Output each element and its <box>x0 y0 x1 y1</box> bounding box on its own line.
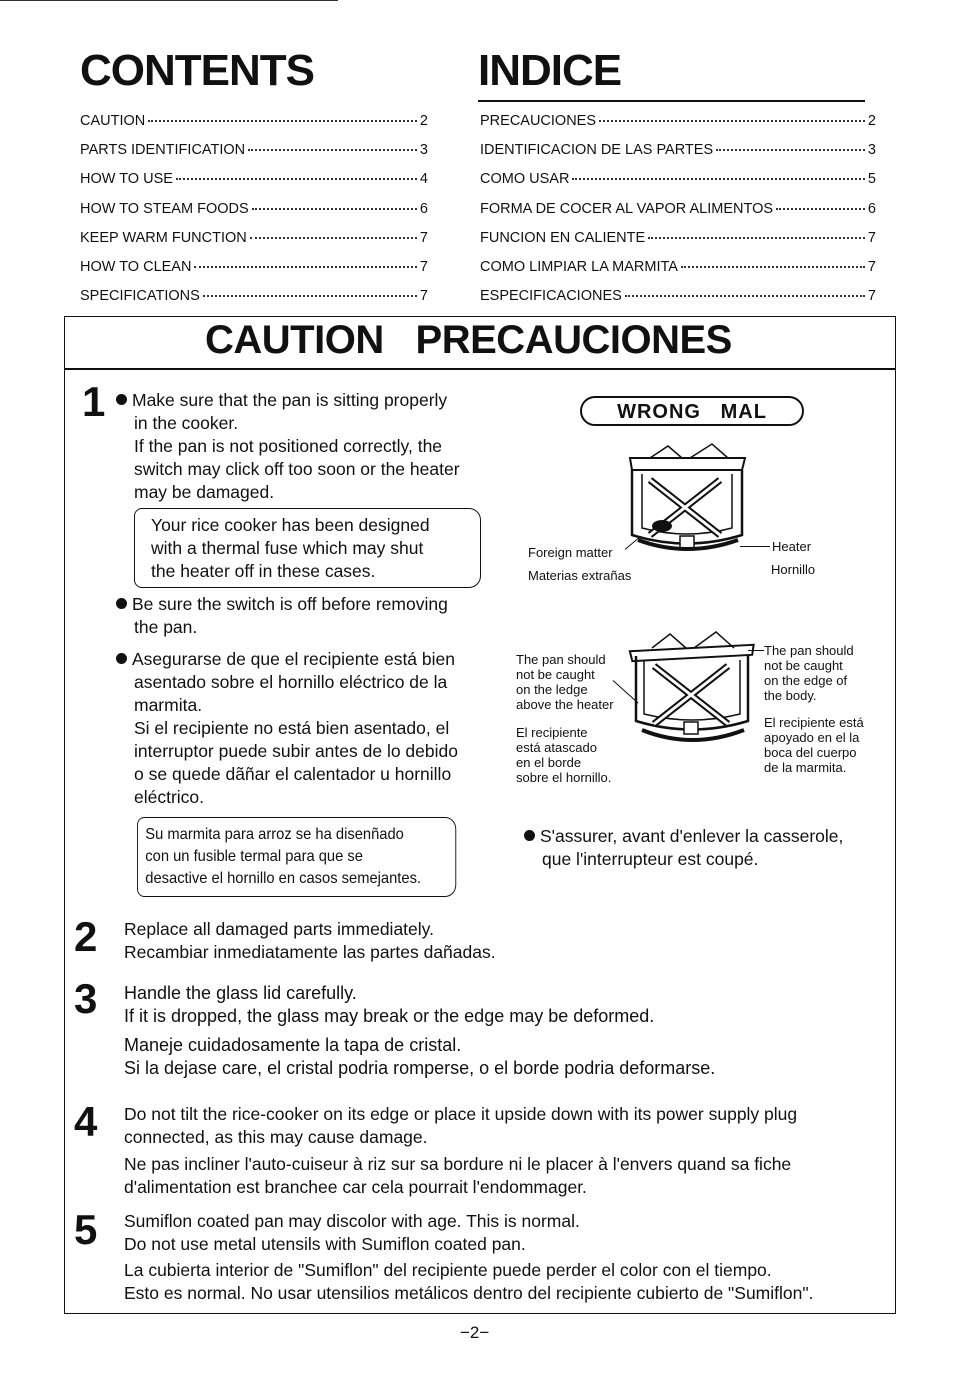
caution-title-rule <box>64 368 896 370</box>
toc-row[interactable]: FORMA DE COCER AL VAPOR ALIMENTOS 6 <box>480 200 876 217</box>
caution-title: CAUTION PRECAUCIONES <box>205 318 732 362</box>
toc-row[interactable]: ESPECIFICACIONES 7 <box>480 288 876 305</box>
bullet-icon <box>116 598 127 609</box>
item-text: Do not tilt the rice-cooker on its edge or place it upside down with its power supply plug connected, as this may cause damage. Ne pas incliner l'auto-cuiseur à riz sur sa bordure ni le placer à l'envers quand sa fiche d'alimentation est branchee car cela pourrait l'endommager. <box>124 1104 798 1197</box>
toc-row[interactable]: CAUTION 2 <box>80 113 428 129</box>
toc-row[interactable]: COMO LIMPIAR LA MARMITA 7 <box>480 258 876 275</box>
item-number: 3 <box>74 975 98 1022</box>
item-number: 5 <box>74 1206 98 1253</box>
foreign-matter-label: Foreign matter <box>528 545 613 560</box>
contents-heading: CONTENTS <box>80 46 314 95</box>
toc-row[interactable]: KEEP WARM FUNCTION 7 <box>80 229 428 246</box>
item-number: 2 <box>74 913 98 960</box>
bullet-text: Be sure the switch is off before removing the pan. <box>116 593 506 639</box>
cooker-foreign-matter-illustration <box>620 440 755 560</box>
right-caption-es: El recipiente está apoyado en el la boca del cuerpo de la marmita. <box>764 715 864 775</box>
item-text: Sumiflon coated pan may discolor with age. This is normal. Do not use metal utensils with Sumiflon coated pan. La cubierta interior de "Sumiflon" del recipiente puede perder el color con el tiempo. Esto es normal. No usar utensilios metálicos dentro del recipiente cubierto de "Sumiflon". <box>124 1211 814 1303</box>
right-leader <box>748 650 764 651</box>
wrong-label: WRONG MAL <box>580 396 804 426</box>
bullet-text: Asegurarse de que el recipiente está bien asentado sobre el hornillo eléctrico de la marmita. Si el recipiente no está bien asentado, el interruptor puede subir antes de lo debido o se quede dãñar el calentador u hornillo eléctrico. <box>116 648 506 809</box>
bullet-icon <box>116 653 127 664</box>
right-caption-en: The pan should not be caught on the edge of the body. <box>764 643 854 703</box>
item-text: Handle the glass lid carefully. If it is dropped, the glass may break or the edge may be deformed. Maneje cuidadosamente la tapa de cristal. Si la dejase care, el cristal podria romperse, o el borde podria deformarse. <box>124 983 716 1078</box>
heater-label: Heater <box>772 539 812 554</box>
page-number: −2− <box>460 1323 490 1342</box>
note-box-es: Su marmita para arroz se ha disenñado con un fusible termal para que se desactive el hornillo en casos semejantes. <box>137 817 456 897</box>
bullet-text: S'assurer, avant d'enlever la casserole, que l'interrupteur est coupé. <box>524 825 894 871</box>
toc-row[interactable]: IDENTIFICACION DE LAS PARTES 3 <box>480 142 876 159</box>
left-caption-en: The pan should not be caught on the ledge above the heater <box>516 652 614 712</box>
toc-spanish <box>480 113 876 317</box>
bullet-text: Make sure that the pan is sitting properly in the cooker. If the pan is not positioned correctly, the switch may click off too soon or the heater may be damaged. <box>116 389 506 504</box>
cooker-caught-ledge-illustration <box>622 626 762 748</box>
toc-row[interactable]: FUNCION EN CALIENTE 7 <box>480 229 876 246</box>
bullet-icon <box>116 394 127 405</box>
toc-row[interactable]: COMO USAR 5 <box>480 171 876 188</box>
toc-row[interactable]: PRECAUCIONES 2 <box>480 113 876 129</box>
heading-rule <box>478 100 865 102</box>
bullet-icon <box>524 830 535 841</box>
indice-heading: INDICE <box>478 46 622 95</box>
heater-leader <box>740 546 770 547</box>
toc-row[interactable]: SPECIFICATIONS 7 <box>80 288 428 305</box>
toc-row[interactable]: HOW TO STEAM FOODS 6 <box>80 200 428 217</box>
item-text: Replace all damaged parts immediately. Recambiar inmediatamente las partes dañadas. <box>124 919 496 962</box>
top-rule <box>0 0 338 1</box>
foreign-matter-label-es: Materias extrañas <box>528 568 632 583</box>
toc-row[interactable]: HOW TO USE 4 <box>80 171 428 188</box>
note-box-en: Your rice cooker has been designed with a thermal fuse which may shut the heater off in these cases. <box>134 508 481 588</box>
item-number: 4 <box>74 1098 98 1145</box>
toc-row[interactable]: PARTS IDENTIFICATION 3 <box>80 142 428 159</box>
toc-row[interactable]: HOW TO CLEAN 7 <box>80 258 428 275</box>
left-caption-es: El recipiente está atascado en el borde sobre el hornillo. <box>516 725 612 785</box>
item-number: 1 <box>82 378 106 425</box>
toc-english <box>80 113 428 317</box>
heater-label-es: Hornillo <box>771 562 816 577</box>
